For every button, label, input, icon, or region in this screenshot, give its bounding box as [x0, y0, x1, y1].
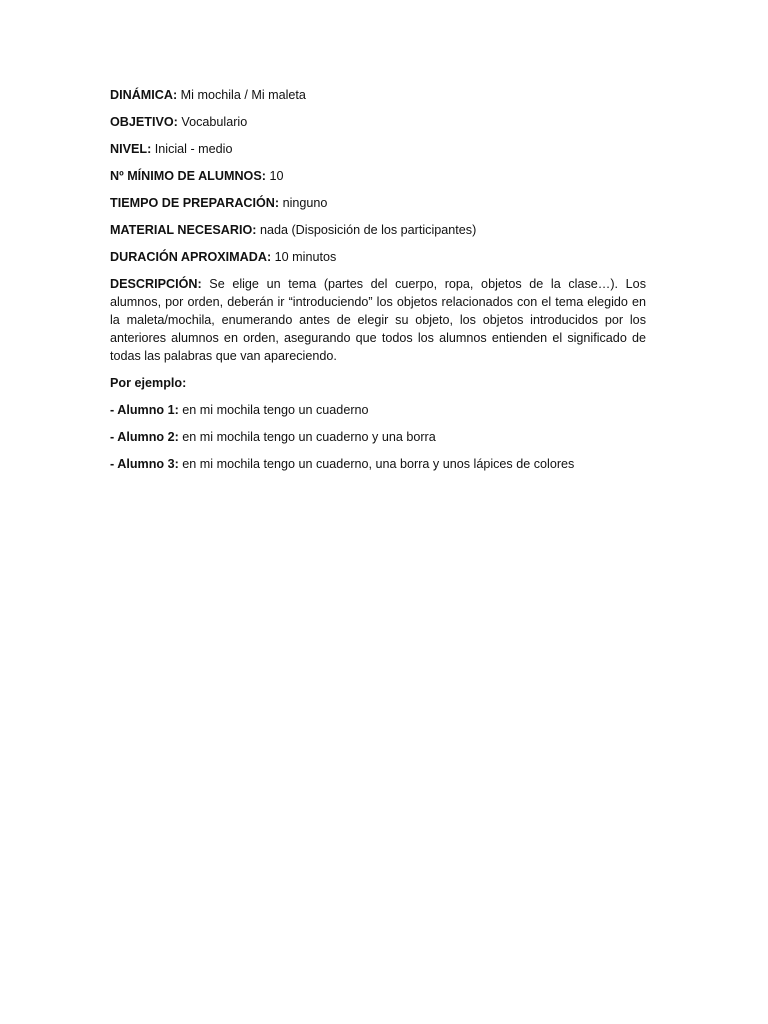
description-label: DESCRIPCIÓN:: [110, 277, 202, 291]
example-item: [110, 401, 646, 419]
field-label: NIVEL:: [110, 142, 152, 156]
field-minimo-alumnos: [110, 167, 646, 185]
field-value: Mi mochila / Mi maleta: [177, 88, 306, 102]
example-text: en mi mochila tengo un cuaderno, una borra y unos lápices de colores: [178, 457, 575, 471]
description-paragraph: [110, 275, 646, 365]
example-label: - Alumno 3:: [110, 457, 179, 471]
example-heading: Por ejemplo:: [110, 376, 187, 390]
example-item: [110, 428, 646, 446]
field-nivel: [110, 140, 646, 158]
example-text: en mi mochila tengo un cuaderno: [178, 403, 369, 417]
example-label: - Alumno 1:: [110, 403, 179, 417]
field-label: TIEMPO DE PREPARACIÓN:: [110, 196, 280, 210]
field-value: nada (Disposición de los participantes): [256, 223, 477, 237]
description-text: Se elige un tema (partes del cuerpo, ropa, objetos de la clase…). Los alumnos, por orden, deberán ir “introduciendo” los objetos relacionados con el tema elegido en la maleta/mochila, enumerando antes de elegir su objeto, los objetos introducidos por los anteriores alumnos en orden, asegurando que todos los alumnos entienden el significado de todas las palabras que van apareciendo.: [110, 277, 646, 363]
field-value: 10: [265, 169, 284, 183]
field-value: 10 minutos: [271, 250, 337, 264]
field-tiempo-preparacion: [110, 194, 646, 212]
field-label: MATERIAL NECESARIO:: [110, 223, 257, 237]
field-value: Inicial - medio: [151, 142, 233, 156]
field-duracion-aproximada: [110, 248, 646, 266]
field-label: DURACIÓN APROXIMADA:: [110, 250, 272, 264]
field-label: Nº MÍNIMO DE ALUMNOS:: [110, 169, 266, 183]
field-value: Vocabulario: [177, 115, 248, 129]
field-material-necesario: [110, 221, 646, 239]
field-value: ninguno: [279, 196, 328, 210]
field-label: OBJETIVO:: [110, 115, 178, 129]
field-label: DINÁMICA:: [110, 88, 178, 102]
field-objetivo: [110, 113, 646, 131]
field-dinamica: [110, 86, 646, 104]
example-item: [110, 455, 646, 473]
example-label: - Alumno 2:: [110, 430, 179, 444]
example-text: en mi mochila tengo un cuaderno y una borra: [178, 430, 436, 444]
document-page: [110, 86, 646, 482]
